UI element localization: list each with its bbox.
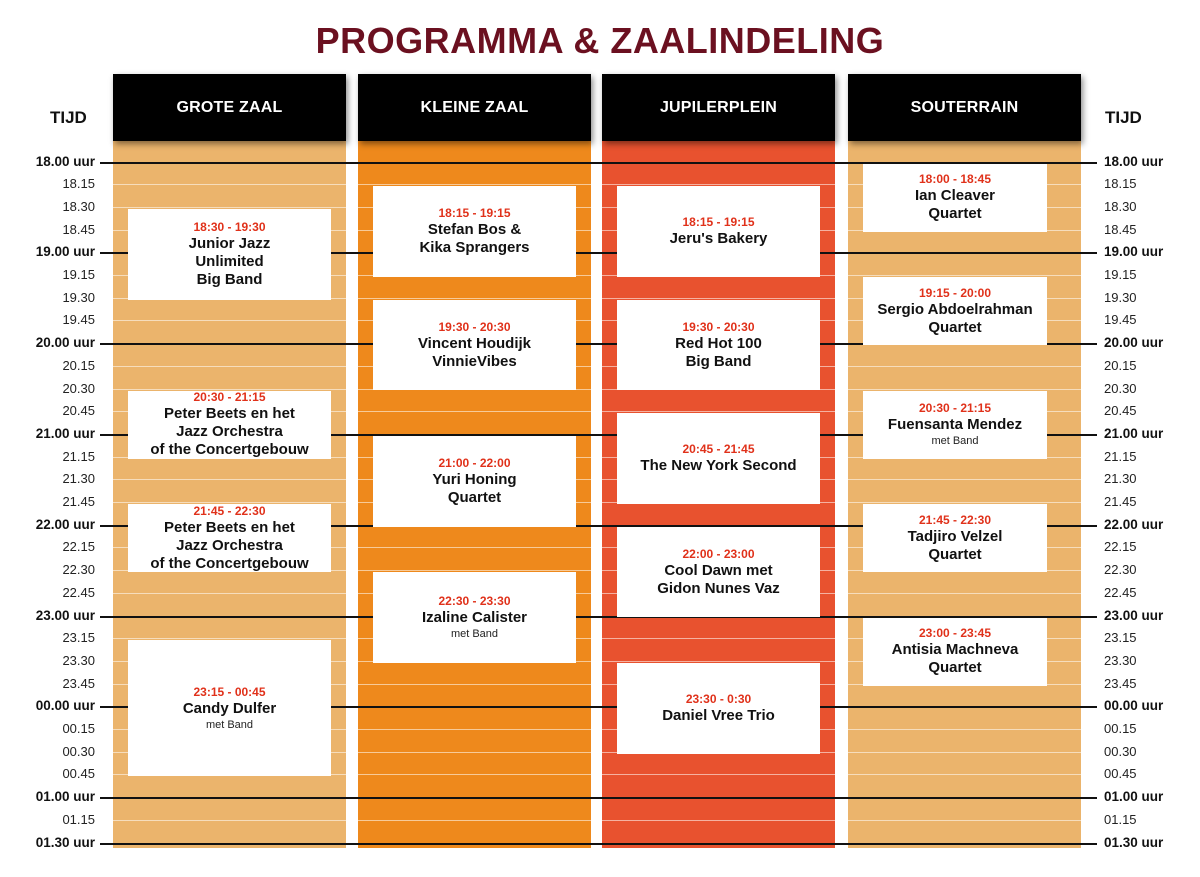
quarter-line <box>848 774 1081 775</box>
event-card[interactable] <box>128 640 331 776</box>
quarter-line <box>602 298 835 299</box>
time-label-left: 21.00 uur <box>35 425 95 441</box>
time-label-left: 21.45 <box>62 494 95 509</box>
time-label-left: 18.00 uur <box>35 153 95 169</box>
event-card[interactable] <box>373 300 576 391</box>
time-label-right: 18.15 <box>1104 176 1137 192</box>
quarter-line <box>358 298 591 299</box>
quarter-line <box>113 820 346 821</box>
time-label-left: 19.30 <box>62 289 95 305</box>
quarter-line <box>113 593 346 594</box>
event-card[interactable] <box>863 164 1047 232</box>
time-label-left: 23.00 uur <box>35 607 95 623</box>
event-time: 19:15 - 20:00 <box>918 285 992 300</box>
event-card[interactable] <box>128 209 331 300</box>
event-time: 23:30 - 0:30 <box>685 691 752 706</box>
time-label-right: 19.00 uur <box>1104 244 1164 260</box>
quarter-line <box>848 752 1081 753</box>
quarter-line <box>113 366 346 367</box>
time-label-left: 01.00 uur <box>35 789 95 805</box>
quarter-line <box>358 684 591 685</box>
time-label-right: 22.45 <box>1104 584 1137 600</box>
quarter-line <box>358 820 591 821</box>
event-name: Yuri Honing Quartet <box>432 470 517 506</box>
time-label-left: 22.45 <box>62 584 95 600</box>
quarter-line <box>358 411 591 412</box>
time-label-right: 23.30 <box>1104 652 1137 668</box>
quarter-line <box>602 411 835 412</box>
time-label-left: 21.30 <box>62 471 95 487</box>
event-time: 19:30 - 20:30 <box>682 319 755 334</box>
quarter-line <box>358 547 591 548</box>
event-card[interactable] <box>863 504 1047 572</box>
event-time: 18:00 - 18:45 <box>918 172 992 187</box>
event-time: 18:15 - 19:15 <box>438 206 511 221</box>
hour-line <box>100 843 1097 845</box>
event-name: Ian Cleaver Quartet <box>914 187 996 223</box>
time-label-right: 20.00 uur <box>1104 335 1164 351</box>
time-label-left: 01.30 uur <box>35 834 95 850</box>
event-subtitle: met Band <box>931 435 979 448</box>
time-label-left: 19.15 <box>62 267 95 282</box>
quarter-line <box>602 661 835 662</box>
venue-header: GROTE ZAAL <box>113 74 346 141</box>
time-label-right: 20.30 <box>1104 380 1137 396</box>
time-label-left: 22.15 <box>62 539 95 555</box>
event-card[interactable] <box>863 391 1047 459</box>
event-card[interactable] <box>863 618 1047 686</box>
time-label-right: 23.15 <box>1104 630 1137 646</box>
event-name: Stefan Bos & Kika Sprangers <box>419 221 530 257</box>
time-label-right: 21.45 <box>1104 494 1137 509</box>
time-column-header-right: TIJD <box>1105 108 1142 127</box>
event-card[interactable] <box>617 413 820 504</box>
time-label-right: 23.45 <box>1104 675 1137 691</box>
quarter-line <box>848 366 1081 367</box>
time-label-right: 18.00 uur <box>1104 153 1164 169</box>
quarter-line <box>113 207 346 208</box>
time-label-right: 19.30 <box>1104 289 1137 305</box>
quarter-line <box>848 275 1081 276</box>
event-card[interactable] <box>373 436 576 527</box>
event-name: Antisia Machneva Quartet <box>891 641 1019 677</box>
event-name: Peter Beets en het Jazz Orchestra of the Concertgebouw <box>150 518 309 572</box>
time-label-right: 22.30 <box>1104 562 1137 578</box>
quarter-line <box>358 570 591 571</box>
time-label-left: 20.15 <box>62 357 95 373</box>
time-label-left: 23.45 <box>62 675 95 691</box>
time-label-right: 01.30 uur <box>1104 834 1164 850</box>
time-label-left: 22.00 uur <box>35 516 95 532</box>
event-card[interactable] <box>617 527 820 618</box>
time-label-right: 18.30 <box>1104 198 1137 214</box>
time-label-left: 22.30 <box>62 562 95 578</box>
time-label-left: 18.30 <box>62 198 95 214</box>
quarter-line <box>848 729 1081 730</box>
event-time: 20:30 - 21:15 <box>918 401 992 416</box>
event-time: 20:30 - 21:15 <box>193 390 266 405</box>
quarter-line <box>358 752 591 753</box>
event-name: Daniel Vree Trio <box>662 706 775 724</box>
time-label-left: 18.15 <box>62 176 95 192</box>
time-label-right: 19.15 <box>1104 267 1137 282</box>
time-label-left: 00.45 <box>62 766 95 782</box>
event-name: Red Hot 100 Big Band <box>675 334 762 370</box>
page-title: PROGRAMMA & ZAALINDELING <box>315 20 885 61</box>
quarter-line <box>113 479 346 480</box>
time-label-left: 21.15 <box>62 448 95 464</box>
event-name: Cool Dawn met Gidon Nunes Vaz <box>657 561 780 597</box>
event-time: 20:45 - 21:45 <box>682 442 755 457</box>
event-name: Fuensanta Mendez <box>887 416 1023 434</box>
event-name: The New York Second <box>640 457 797 475</box>
time-label-left: 20.45 <box>62 403 95 419</box>
event-card[interactable] <box>617 300 820 391</box>
time-label-left: 00.00 uur <box>35 698 95 714</box>
quarter-line <box>602 820 835 821</box>
time-label-right: 23.00 uur <box>1104 607 1164 623</box>
quarter-line <box>602 638 835 639</box>
event-time: 21:00 - 22:00 <box>438 455 511 470</box>
time-label-right: 00.30 <box>1104 743 1137 759</box>
time-label-left: 20.00 uur <box>35 335 95 351</box>
hour-line <box>100 797 1097 799</box>
time-label-right: 01.00 uur <box>1104 789 1164 805</box>
event-time: 21:45 - 22:30 <box>193 503 266 518</box>
quarter-line <box>848 502 1081 503</box>
quarter-line <box>848 389 1081 390</box>
time-label-right: 21.15 <box>1104 448 1137 464</box>
time-label-right: 00.15 <box>1104 721 1137 736</box>
time-label-right: 00.00 uur <box>1104 698 1164 714</box>
time-label-left: 23.30 <box>62 652 95 668</box>
quarter-line <box>358 774 591 775</box>
event-name: Vincent Houdijk VinnieVibes <box>417 334 532 370</box>
event-time: 19:30 - 20:30 <box>438 319 511 334</box>
time-label-left: 23.15 <box>62 630 95 646</box>
venue-header: SOUTERRAIN <box>848 74 1081 141</box>
event-card[interactable] <box>863 277 1047 345</box>
time-label-right: 19.45 <box>1104 312 1137 328</box>
event-time: 22:30 - 23:30 <box>438 593 511 608</box>
time-label-left: 18.45 <box>62 221 95 237</box>
event-name: Candy Dulfer <box>182 699 277 717</box>
time-label-left: 20.30 <box>62 380 95 396</box>
time-label-right: 21.30 <box>1104 471 1137 487</box>
venue-header: KLEINE ZAAL <box>358 74 591 141</box>
quarter-line <box>602 184 835 185</box>
time-label-right: 20.15 <box>1104 357 1137 373</box>
event-name: Sergio Abdoelrahman Quartet <box>877 300 1033 336</box>
event-name: Tadjiro Velzel Quartet <box>907 527 1003 563</box>
event-subtitle: met Band <box>205 718 254 731</box>
time-label-right: 21.00 uur <box>1104 425 1164 441</box>
time-label-left: 19.00 uur <box>35 244 95 260</box>
time-label-right: 22.15 <box>1104 539 1137 555</box>
event-card[interactable] <box>128 391 331 459</box>
event-time: 18:15 - 19:15 <box>682 215 755 230</box>
event-card[interactable] <box>373 186 576 277</box>
time-label-left: 19.45 <box>62 312 95 328</box>
quarter-line <box>848 593 1081 594</box>
event-card[interactable] <box>128 504 331 572</box>
time-label-right: 01.15 <box>1104 811 1137 827</box>
event-subtitle: met Band <box>450 627 499 640</box>
quarter-line <box>848 479 1081 480</box>
venue-column-3 <box>848 140 1081 848</box>
event-name: Jeru's Bakery <box>669 230 768 248</box>
quarter-line <box>113 320 346 321</box>
event-time: 21:45 - 22:30 <box>918 512 992 527</box>
event-card[interactable] <box>617 186 820 277</box>
time-label-left: 00.30 <box>62 743 95 759</box>
time-column-header-left: TIJD <box>50 108 87 127</box>
quarter-line <box>113 638 346 639</box>
event-name: Izaline Calister <box>421 608 528 626</box>
event-time: 22:00 - 23:00 <box>682 546 755 561</box>
event-time: 18:30 - 19:30 <box>193 219 266 234</box>
time-label-right: 00.45 <box>1104 766 1137 782</box>
event-name: Peter Beets en het Jazz Orchestra of the Concertgebouw <box>150 405 309 459</box>
quarter-line <box>848 820 1081 821</box>
event-name: Junior Jazz Unlimited Big Band <box>188 234 271 288</box>
quarter-line <box>602 774 835 775</box>
event-time: 23:00 - 23:45 <box>918 626 992 641</box>
time-label-right: 18.45 <box>1104 221 1137 237</box>
time-label-right: 20.45 <box>1104 403 1137 419</box>
event-time: 23:15 - 00:45 <box>193 684 266 699</box>
venue-header: JUPILERPLEIN <box>602 74 835 141</box>
time-label-left: 00.15 <box>62 721 95 736</box>
time-label-right: 22.00 uur <box>1104 516 1164 532</box>
event-card[interactable] <box>373 572 576 663</box>
time-label-left: 01.15 <box>62 811 95 827</box>
event-card[interactable] <box>617 663 820 754</box>
quarter-line <box>358 729 591 730</box>
quarter-line <box>358 184 591 185</box>
quarter-line <box>113 184 346 185</box>
